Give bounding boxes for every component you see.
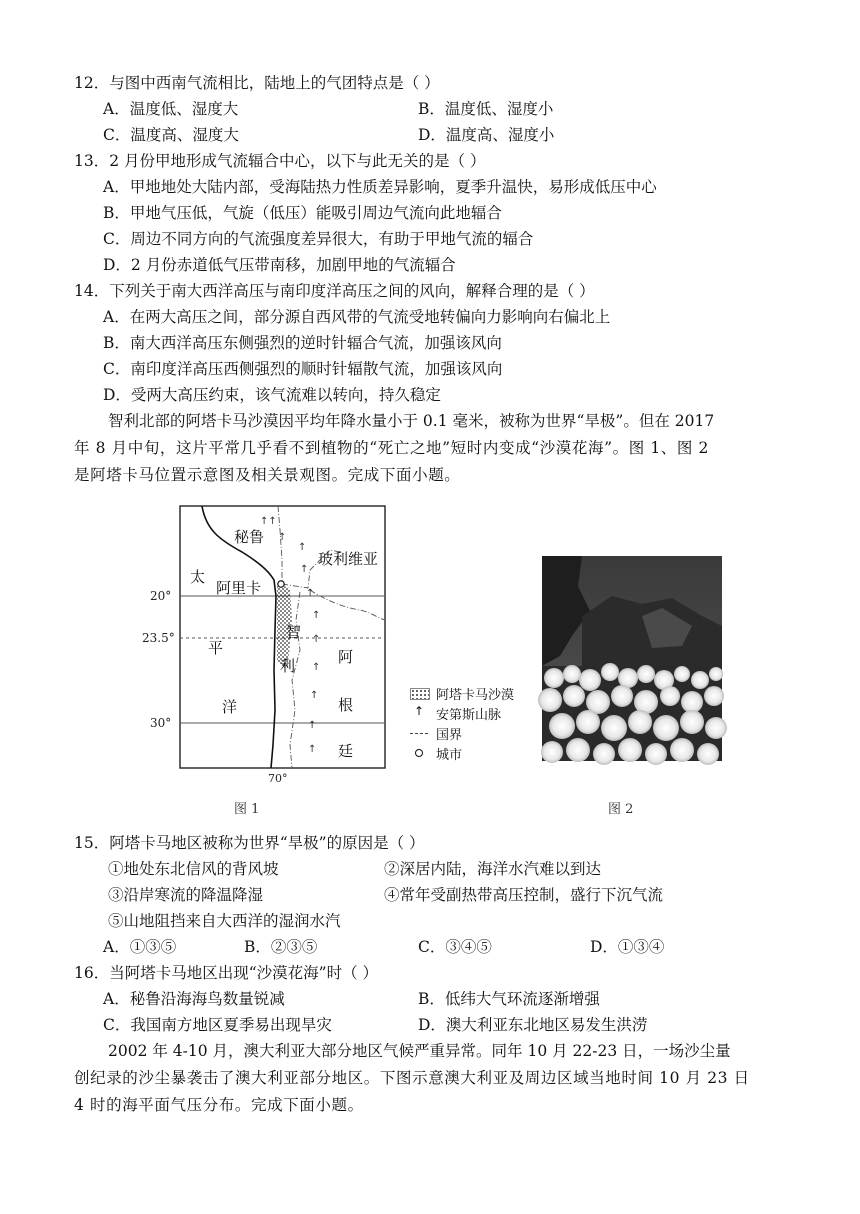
q13-stem: 13．2 月份甲地形成气流辐合中心，以下与此无关的是（ ） [74,152,486,170]
q12-stem: 12．与图中西南气流相比，陆地上的气团特点是（ ） [74,74,440,92]
q14-stem: 14．下列关于南大西洋高压与南印度洋高压之间的风向，解释合理的是（ ） [74,282,595,300]
figure-2-photo [542,556,722,761]
mountain-icon: ↑ [414,704,425,718]
q13-option-c: C．周边不同方向的气流强度差异很大，有助于甲地气流的辐合 [103,230,534,248]
city-dot-icon [415,749,423,757]
q16-option-c: C．我国南方地区夏季易出现旱灾 [103,1016,332,1034]
svg-text:↑: ↑ [312,662,321,673]
q13-option-b: B．甲地气压低，气旋（低压）能吸引周边气流向此地辐合 [103,204,502,222]
q12-option-c: C．温度高、湿度大 [103,126,239,144]
q16-stem: 16．当阿塔卡马地区出现“沙漠花海”时（ ） [74,964,378,982]
q15-statement-1: ①地处东北信风的背风坡 [108,860,279,878]
q14-option-b: B．南大西洋高压东侧强烈的逆时针辐合气流，加强该风向 [103,334,502,352]
figure-2-caption: 图 2 [608,802,634,817]
q14-option-c: C．南印度洋高压西侧强烈的顺时针辐散气流，加强该风向 [103,360,503,378]
intro1-line2: 年 8 月中旬，这片平常几乎看不到植物的“死亡之地”短时内变成“沙漠花海”。图 1、图 2 [74,439,709,457]
lon-70-label: 70° [268,772,288,785]
q15-option-a: A．①③⑤ [103,938,177,956]
desert-swatch-icon [410,688,430,700]
intro2-line2: 创纪录的沙尘暴袭击了澳大利亚部分地区。下图示意澳大利亚及周边区域当地时间 10 月 23 日 [74,1069,750,1087]
q16-option-d: D．澳大利亚东北地区易发生洪涝 [418,1016,648,1034]
border-line-icon [410,733,428,734]
map-label-pacific-2: 平 [208,639,224,657]
svg-text:↑: ↑ [306,588,315,599]
q15-statement-4: ④常年受副热带高压控制，盛行下沉气流 [384,886,664,904]
svg-text:↑: ↑ [308,744,317,755]
map-label-chile-2: 利 [280,657,296,675]
q15-statement-5: ⑤山地阻挡来自大西洋的湿润水汽 [108,912,341,930]
q15-option-b: B．②③⑤ [244,938,318,956]
q15-option-d: D．①③④ [590,938,665,956]
map-label-argentina-2: 根 [338,696,354,714]
map-label-pacific-1: 太 [190,568,206,586]
map-label-arica: 阿里卡 [216,579,262,597]
q15-statement-2: ②深居内陆，海洋水汽难以到达 [384,860,602,878]
figure-1-caption: 图 1 [234,802,260,817]
lat-23-label: 23.5° [142,631,175,645]
map-label-peru: 秘鲁 [234,528,265,546]
lat-20-label: 20° [150,589,172,603]
q12-option-d: D．温度高、湿度小 [418,126,555,144]
arica-city-icon [278,581,284,587]
intro2-line1: 2002 年 4-10 月，澳大利亚大部分地区气候严重异常。同年 10 月 22-23 日，一场沙尘量 [108,1042,731,1060]
map-label-argentina-3: 廷 [338,742,354,760]
svg-text:↑↑: ↑↑ [260,516,277,527]
svg-text:↑: ↑ [308,720,317,731]
q15-option-c: C．③④⑤ [418,938,492,956]
svg-text:↑: ↑ [312,634,321,645]
intro2-line3: 4 时的海平面气压分布。完成下面小题。 [74,1096,364,1114]
q15-stem: 15．阿塔卡马地区被称为世界“旱极”的原因是（ ） [74,834,425,852]
svg-text:↑: ↑ [310,690,319,701]
svg-text:↑: ↑ [312,610,321,621]
intro1-line3: 是阿塔卡马位置示意图及相关景观图。完成下面小题。 [74,466,461,484]
q13-option-d: D．2 月份赤道低气压带南移，加剧甲地的气流辐合 [103,256,456,274]
figure-1-map [142,500,400,790]
map-label-bolivia: 玻利维亚 [318,550,379,568]
lat-30-label: 30° [150,716,172,730]
q13-option-a: A．甲地地处大陆内部，受海陆热力性质差异影响，夏季升温快，易形成低压中心 [103,178,657,196]
intro1-line1: 智利北部的阿塔卡马沙漠因平均年降水量小于 0.1 毫米，被称为世界“旱极”。但在 2017 [108,412,715,430]
svg-text:↑: ↑ [278,532,287,543]
q14-option-a: A．在两大高压之间，部分源自西风带的气流受地转偏向力影响向右偏北上 [103,308,611,326]
map-label-argentina-1: 阿 [338,648,354,666]
svg-text:↑: ↑ [300,564,309,575]
map-label-chile-1: 智 [286,623,302,641]
q16-option-a: A．秘鲁沿海海鸟数量锐减 [103,990,285,1008]
q15-statement-3: ③沿岸寒流的降温降湿 [108,886,264,904]
q12-option-a: A．温度低、湿度大 [103,100,239,118]
svg-text:↑: ↑ [298,542,307,553]
map-label-pacific-3: 洋 [222,698,238,716]
q16-option-b: B．低纬大气环流逐渐增强 [418,990,600,1008]
q12-option-b: B．温度低、湿度小 [418,100,554,118]
q14-option-d: D．受两大高压约束，该气流难以转向，持久稳定 [103,386,441,404]
